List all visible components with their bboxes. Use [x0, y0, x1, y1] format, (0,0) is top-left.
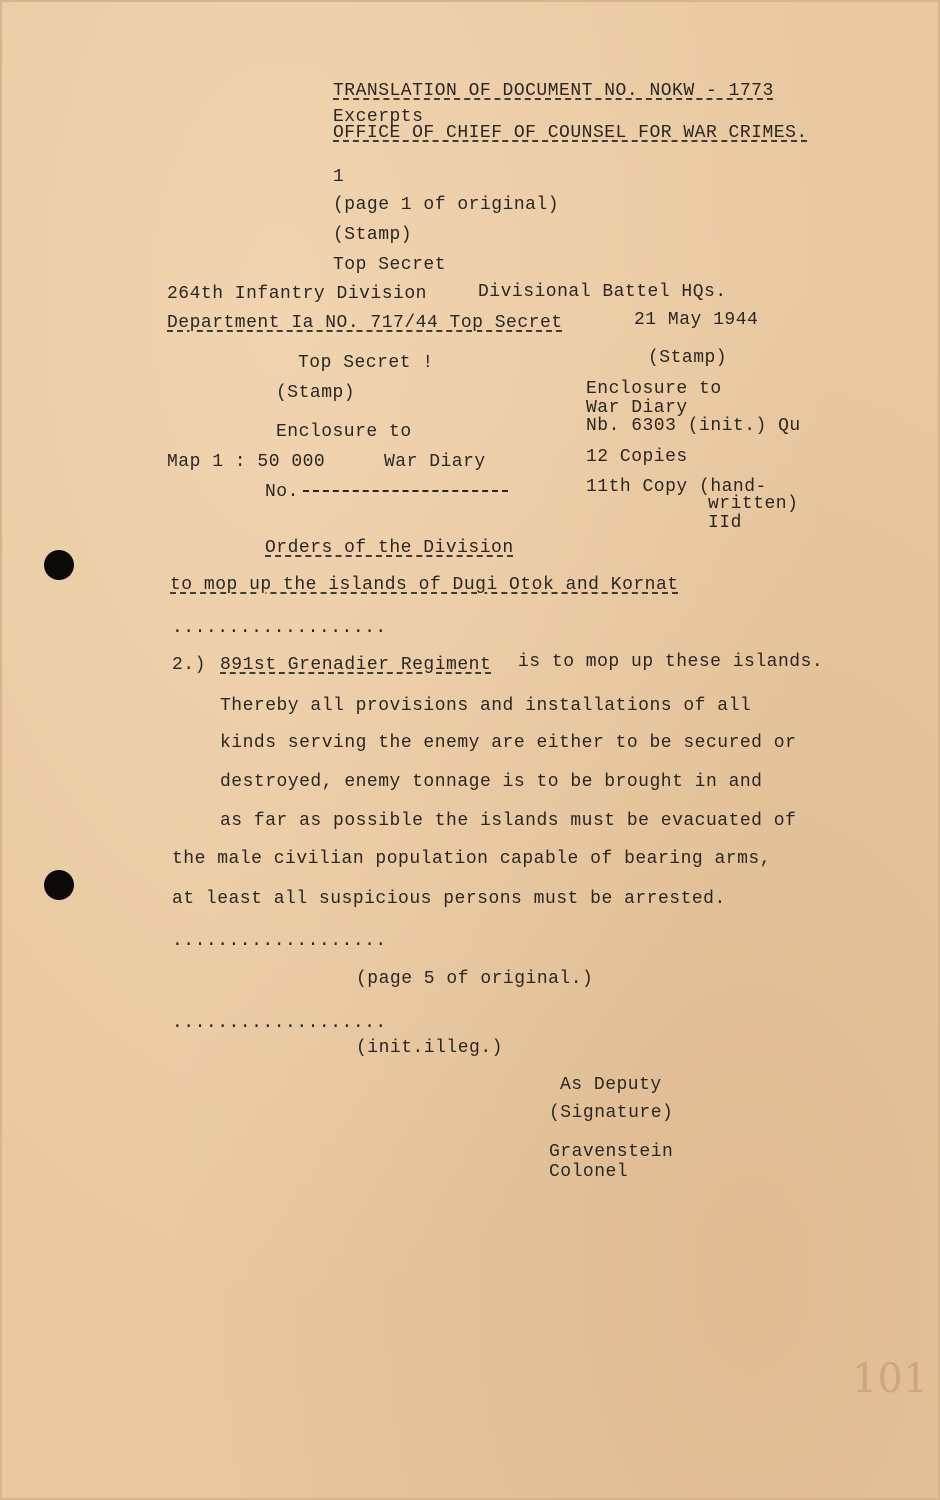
department-ref: Department Ia NO. 717/44 Top Secret [167, 313, 563, 333]
orders-title: Orders of the Division [265, 538, 514, 558]
classification: Top Secret [333, 255, 447, 275]
ellipsis-2: ................... [172, 931, 387, 951]
office-header: OFFICE OF CHIEF OF COUNSEL FOR WAR CRIMES. [333, 123, 808, 143]
copies-count: 12 Copies [586, 447, 688, 467]
copy-number-3: IId [708, 513, 742, 533]
blank-line [303, 490, 508, 492]
signature-label: (Signature) [549, 1103, 674, 1123]
signatory-rank: Colonel [549, 1162, 629, 1182]
punch-hole-bottom [44, 870, 74, 900]
right-enclosure: Enclosure to [586, 379, 722, 399]
page-of-original: (page 1 of original) [333, 195, 560, 215]
page-of-original-2: (page 5 of original.) [356, 969, 594, 989]
as-deputy: As Deputy [560, 1075, 662, 1095]
ellipsis-3: ................... [172, 1013, 387, 1033]
orders-subtitle: to mop up the islands of Dugi Otok and Kornat [170, 575, 679, 595]
copy-number-1: 11th Copy (hand- [586, 477, 767, 497]
stamp-label: (Stamp) [333, 225, 413, 245]
paragraph-line-2: Thereby all provisions and installations of all [220, 696, 752, 716]
division-name: 264th Infantry Division [167, 284, 427, 304]
ellipsis-1: ................... [172, 618, 387, 638]
left-stamp: (Stamp) [276, 383, 356, 403]
number-label: No. [265, 482, 299, 502]
paragraph-line-4: destroyed, enemy tonnage is to be brought in and [220, 772, 763, 792]
paragraph-line-7: at least all suspicious persons must be arrested. [172, 889, 726, 909]
left-top-secret: Top Secret ! [298, 353, 434, 373]
regiment-name: 891st Grenadier Regiment [220, 655, 492, 675]
left-war-diary: War Diary [384, 452, 486, 472]
punch-hole-top [44, 550, 74, 580]
divisional-hq: Divisional Battel HQs. [478, 282, 727, 302]
margin-page-mark: 101 [852, 1356, 929, 1402]
right-war-diary: War Diary [586, 398, 688, 418]
war-diary-number: Nb. 6303 (init.) Qu [586, 416, 801, 436]
copy-number-2: written) [708, 494, 799, 514]
map-scale: Map 1 : 50 000 [167, 452, 326, 472]
paragraph-line-1: is to mop up these islands. [518, 652, 824, 672]
translation-header: TRANSLATION OF DOCUMENT NO. NOKW - 1773 [333, 81, 774, 101]
document-date: 21 May 1944 [634, 310, 759, 330]
initials-line: (init.illeg.) [356, 1038, 503, 1058]
paragraph-line-3: kinds serving the enemy are either to be secured or [220, 733, 797, 753]
right-stamp: (Stamp) [648, 348, 728, 368]
signatory-name: Gravenstein [549, 1142, 674, 1162]
paragraph-line-5: as far as possible the islands must be evacuated of [220, 811, 797, 831]
excerpts-label: Excerpts [333, 107, 424, 127]
page-number: 1 [333, 167, 345, 187]
left-enclosure: Enclosure to [276, 422, 412, 442]
number-blank [265, 483, 508, 502]
paragraph-line-6: the male civilian population capable of bearing arms, [172, 849, 771, 869]
paragraph-number: 2.) [172, 655, 206, 675]
